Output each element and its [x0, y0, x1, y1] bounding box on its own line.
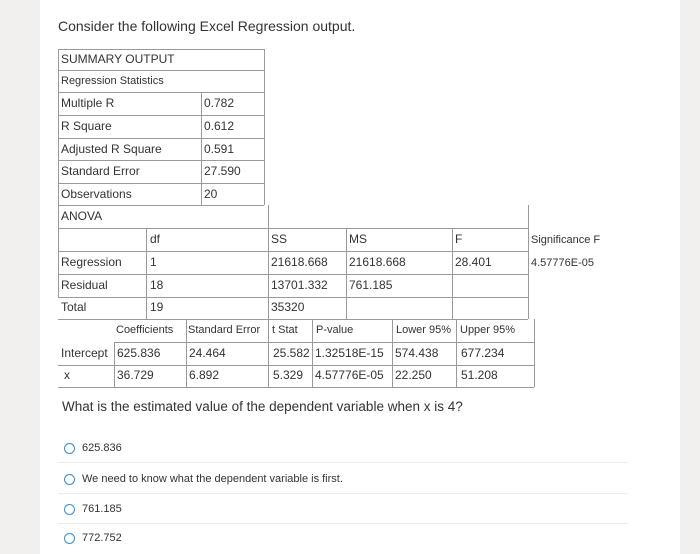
- anova-cell-ms: 761.185: [349, 278, 393, 292]
- answer-option-3[interactable]: [64, 503, 122, 515]
- option-divider: [58, 462, 628, 463]
- coef-cell-standard-error: 24.464: [189, 346, 226, 360]
- radio-button-icon[interactable]: [64, 533, 75, 544]
- anova-cell-f: 28.401: [455, 255, 492, 269]
- coef-row-label: Intercept: [61, 346, 108, 360]
- answer-option-2[interactable]: [64, 473, 343, 485]
- coef-cell-lower-95: 574.438: [395, 346, 439, 360]
- anova-cell-ss: 35320: [271, 300, 305, 314]
- stat-label: Observations: [61, 187, 132, 201]
- anova-cell-df: 1: [150, 255, 157, 269]
- coef-header-p-value: P-value: [316, 324, 354, 336]
- summary-output-header: SUMMARY OUTPUT: [61, 52, 175, 66]
- coef-header-lower-95: Lower 95%: [396, 324, 452, 336]
- answer-option-label: 772.752: [82, 532, 122, 544]
- anova-cell-df: 19: [150, 300, 164, 314]
- stat-label: R Square: [61, 119, 112, 133]
- anova-header-df: df: [150, 232, 161, 246]
- coef-cell-upper-95: 677.234: [461, 346, 505, 360]
- coef-header-upper-95: Upper 95%: [460, 324, 516, 336]
- radio-button-icon[interactable]: [64, 504, 75, 515]
- regression-statistics-label: Regression Statistics: [61, 75, 164, 87]
- radio-button-icon[interactable]: [64, 443, 75, 454]
- anova-cell-ss: 13701.332: [271, 278, 328, 292]
- coef-cell-t-stat: 25.582: [273, 346, 310, 360]
- question-title: Consider the following Excel Regression output.: [58, 18, 356, 34]
- coef-cell-coefficient: 36.729: [117, 368, 154, 382]
- stat-label: Multiple R: [61, 96, 115, 110]
- answer-option-label: 625.836: [82, 442, 122, 454]
- anova-row-label: Regression: [61, 255, 122, 269]
- anova-header-ss: SS: [271, 232, 288, 246]
- radio-button-icon[interactable]: [64, 474, 75, 485]
- anova-cell-ms: 21618.668: [349, 255, 406, 269]
- answer-option-1[interactable]: [64, 442, 122, 454]
- coef-row-label: x: [64, 368, 70, 382]
- stat-label: Standard Error: [61, 164, 140, 178]
- stat-label: Adjusted R Square: [61, 142, 162, 156]
- anova-row-label: Residual: [61, 278, 108, 292]
- coef-cell-p-value: 1.32518E-15: [315, 346, 384, 360]
- anova-row-label: Total: [61, 300, 87, 314]
- stat-value: 0.782: [204, 96, 235, 110]
- coef-cell-coefficient: 625.836: [117, 346, 161, 360]
- answer-option-label: 761.185: [82, 503, 122, 515]
- coef-cell-standard-error: 6.892: [189, 368, 220, 382]
- stat-value: 0.612: [204, 119, 235, 133]
- coef-header-coefficients: Coefficients: [116, 324, 174, 336]
- anova-header-f: F: [455, 232, 463, 246]
- option-divider: [58, 523, 628, 524]
- anova-header-ms: MS: [349, 232, 367, 246]
- coef-cell-upper-95: 51.208: [461, 368, 498, 382]
- answer-option-label: We need to know what the dependent variable is first.: [82, 473, 343, 485]
- stat-value: 27.590: [204, 164, 241, 178]
- coef-cell-t-stat: 5.329: [273, 368, 304, 382]
- stat-value: 0.591: [204, 142, 235, 156]
- coef-header-standard-error: Standard Error: [188, 324, 261, 336]
- option-divider: [58, 493, 628, 494]
- anova-label: ANOVA: [61, 209, 103, 223]
- coef-cell-lower-95: 22.250: [395, 368, 432, 382]
- answer-option-4[interactable]: [64, 532, 122, 544]
- anova-cell-ss: 21618.668: [271, 255, 328, 269]
- stat-value: 20: [204, 187, 218, 201]
- anova-cell-significance-f: 4.57776E-05: [531, 257, 594, 269]
- question-prompt: What is the estimated value of the dependent variable when x is 4?: [62, 399, 463, 414]
- anova-cell-df: 18: [150, 278, 164, 292]
- coef-header-t-stat: t Stat: [272, 324, 298, 336]
- anova-header-significance-f: Significance F: [531, 234, 601, 246]
- coef-cell-p-value: 4.57776E-05: [315, 368, 384, 382]
